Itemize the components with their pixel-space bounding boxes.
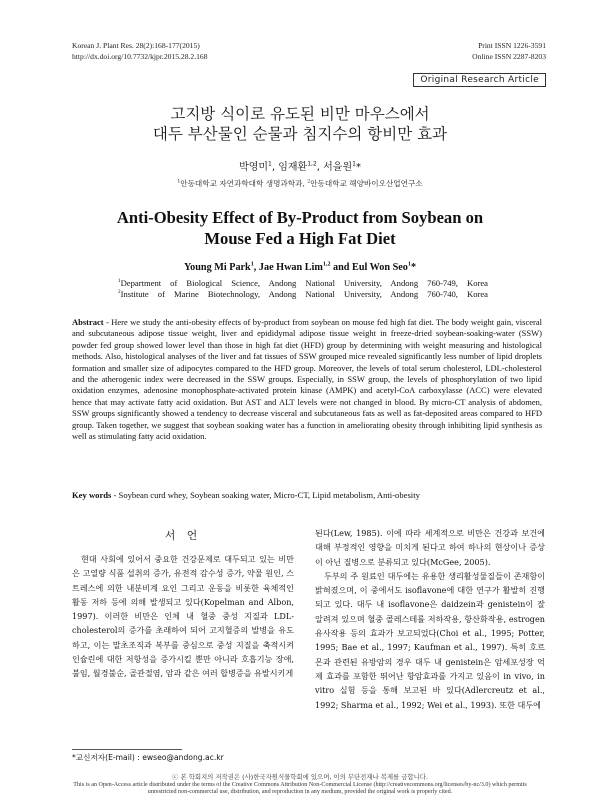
korean-author-3-sup: 1 — [352, 160, 356, 168]
english-authors — [0, 262, 600, 273]
corresponding-footnote: *교신저자(E-mail) : ewseo@andong.ac.kr — [72, 753, 224, 762]
korean-author-separator: , — [271, 162, 279, 173]
korean-authors — [0, 158, 600, 173]
korean-affiliations — [0, 178, 600, 189]
print-issn: Print ISSN 1226-3591 — [478, 41, 546, 50]
english-author-3: Eul Won Seo — [352, 262, 408, 273]
korean-affil-2-sup: 2 — [307, 179, 311, 185]
keywords-text: - Soybean curd whey, Soybean soaking water, Micro-CT, Lipid metabolism, Anti-obesity — [111, 490, 420, 500]
english-author-1: Young Mi Park — [183, 262, 251, 273]
keywords — [72, 490, 542, 501]
journal-citation: Korean J. Plant Res. 28(2):168-177(2015) — [72, 41, 200, 50]
english-affil-1-sup: 1 — [118, 278, 121, 285]
abstract-text: - Here we study the anti-obesity effects of by-product from soybean on mouse fed high fat diet. The body weight gain, visceral and subcutaneous adipose tissue weight, liver and epididymal adipose tissue weight in freeze-dried soybean-soaking-water (SSW) powder fed group showed lower level than those in high fat diet (HFD) group by determining with weight measuring and histological methods. Also, histological analyses of the liver and fat tissues of SSW grouped mice revealed significantly less number of lipid droplets formation and smaller size of adipocytes compared to the HFD group. Moreover, the levels of total serum cholesterol, LDL-cholesterol and the atherogenic index were decreased in the SSW groups. Especially, in SSW group, the levels of phosphorylation of two lipid oxidation enzymes, adenosine monophosphate-activated protein kinase (AMPK) and acetyl-CoA carboxylasse (ACC) were elevated hence that may activate fatty acid oxidation. But AST and ALT levels were not changed in blood. By micro-CT analysis of abdomen, SSW groups significantly showed a tendency to decrease visceral and subcutaneous fats as well as fat-deposited areas compared to HFD group. Taken together, we suggest that soybean soaking water has a function in ameliorating obesity through inhibiting lipid synthesis as well as stimulating fatty acid oxidation. — [72, 317, 542, 442]
english-affil-2-sup: 2 — [118, 289, 121, 296]
english-affil-1: Department of Biological Science, Andong National University, Andong 760-749, Korea — [120, 278, 488, 288]
corresponding-mark: * — [355, 162, 361, 173]
english-affiliations — [118, 278, 488, 300]
body-paragraph: 현대 사회에 있어서 중요한 건강문제로 대두되고 있는 비만은 고열량 식품 섭취의 증가, 유전적 감수성 증가, 약물 원인, 스트레스에 의한 내분비계 요인 그리고 운동을 비롯한 육체적인 활동 저하 등에 의해 발생되고 있다(Kopelman and Albon, 1997). 이러한 비만은 인체 내 혈중 중성 지질과 LDL-cholesterol의 증가를 초래하여 되어 고지혈증의 발병을 유도하고, 이는 말초조직과 복부를 중심으로 중성 지질을 축적시켜 인슐린에 대한 저항성을 증가시킬 뿐만 아니라 호흡기능 장애, 불임, 월경불순, 골관절염, 암과 같은 여러 합병증을 유발시키게 — [72, 554, 294, 679]
english-affil-2-line — [118, 289, 488, 300]
english-author-and: and — [330, 262, 353, 273]
abstract — [72, 317, 542, 442]
body-paragraph: 된다(Lew, 1985). 이에 따라 세계적으로 비만은 건강과 보건에 대해 부정적인 영향을 미치게 된다고 하여 하나의 현상이나 증상이 아닌 질병으로 분류되고 있다(McGee, 2005). — [315, 528, 545, 567]
korean-author-1: 박영미 — [239, 162, 269, 173]
korean-affil-1: 안동대학교 자연과학대학 생명과학과, — [180, 179, 308, 188]
korean-author-2: 임재환 — [278, 162, 308, 173]
korean-author-separator: , — [316, 162, 324, 173]
footnote-rule — [72, 749, 182, 750]
korean-title-line-2: 대두 부산물인 순물과 침지수의 항비만 효과 — [152, 125, 448, 143]
english-affil-1-line — [118, 278, 488, 289]
abstract-label: Abstract — [72, 317, 104, 327]
english-title — [0, 207, 600, 249]
korean-author-1-sup: 1 — [268, 160, 272, 168]
article-type-badge: Original Research Article — [413, 73, 546, 87]
english-title-line-2: Mouse Fed a High Fat Diet — [204, 229, 396, 248]
english-author-2: Jae Hwan Lim — [258, 262, 323, 273]
korean-author-3: 서을원 — [323, 162, 353, 173]
korean-affil-2: 안동대학교 해양바이오산업연구소 — [310, 179, 423, 188]
english-affil-2: Institute of Marine Biotechnology, Andong National University, Andong 760-740, Korea — [120, 289, 488, 300]
doi-link[interactable]: http://dx.doi.org/10.7732/kjpr.2015.28.2.168 — [72, 51, 208, 61]
english-author-1-sup: 1 — [250, 261, 254, 268]
korean-affil-1-sup: 1 — [177, 179, 181, 185]
copyright-notice: ⓒ 본 학회지의 저작권은 (사)한국자원식물학회에 있으며, 이의 무단전재나 복제를 금합니다. — [172, 773, 428, 781]
korean-title — [0, 104, 600, 144]
english-title-line-1: Anti-Obesity Effect of By-Product from Soybean on — [116, 208, 484, 227]
section-heading-introduction: 서 언 — [164, 529, 202, 542]
english-corresponding-mark: * — [410, 262, 417, 273]
body-column-right — [315, 526, 545, 712]
body-paragraph: 두부의 주 원료인 대두에는 유용한 생리활성물질들이 존재함이 밝혀졌으며, 이 중에서도 isoflavone에 대한 연구가 활발히 진행되고 있다. 대두 내 isoflavone은 daidzein과 genistein이 잘 알려져 있으며 혈중 콜레스테롤 저하작용, 항산화작용, estrogen 유사작용 등의 효과가 보고되었다(Choi et al., 1995; Potter, 1995; Bae et al., 1997; Kaufman et al., 1997). 특히 호르몬과 관련된 유방암의 경우 대두 내 genistein은 암세포성장 억제 효과를 포함한 뛰어난 항암효과를 가지고 있음이 in vivo, in vitro 실험 등을 통해 보고된 바 있다(Adlercreutz et al., 1992; Sharma et al., 1992; Wei et al., 1993). 또한 대두에 — [315, 570, 545, 710]
english-author-2-sup: 1,2 — [322, 261, 331, 268]
korean-title-line-1: 고지방 식이로 유도된 비만 마우스에서 — [170, 105, 430, 123]
license-notice: This is an Open-Access article distributed under the terms of the Creative Commons Attribution Non-Commercial License (http://creativecommons.org/licenses/by-nc/3.0) which permits unrestricted non-commercial use, distribution, and reproduction in any medium, provided the original work is properly cited. — [73, 782, 527, 796]
running-header-left — [72, 41, 208, 62]
english-author-3-sup: 1 — [407, 261, 411, 268]
body-column-left — [72, 552, 294, 681]
english-author-separator: , — [253, 262, 259, 273]
keywords-label: Key words — [72, 490, 112, 500]
korean-author-2-sup: 1,2 — [307, 160, 317, 168]
online-issn: Online ISSN 2287-8203 — [472, 51, 546, 61]
running-header-right — [472, 41, 546, 62]
